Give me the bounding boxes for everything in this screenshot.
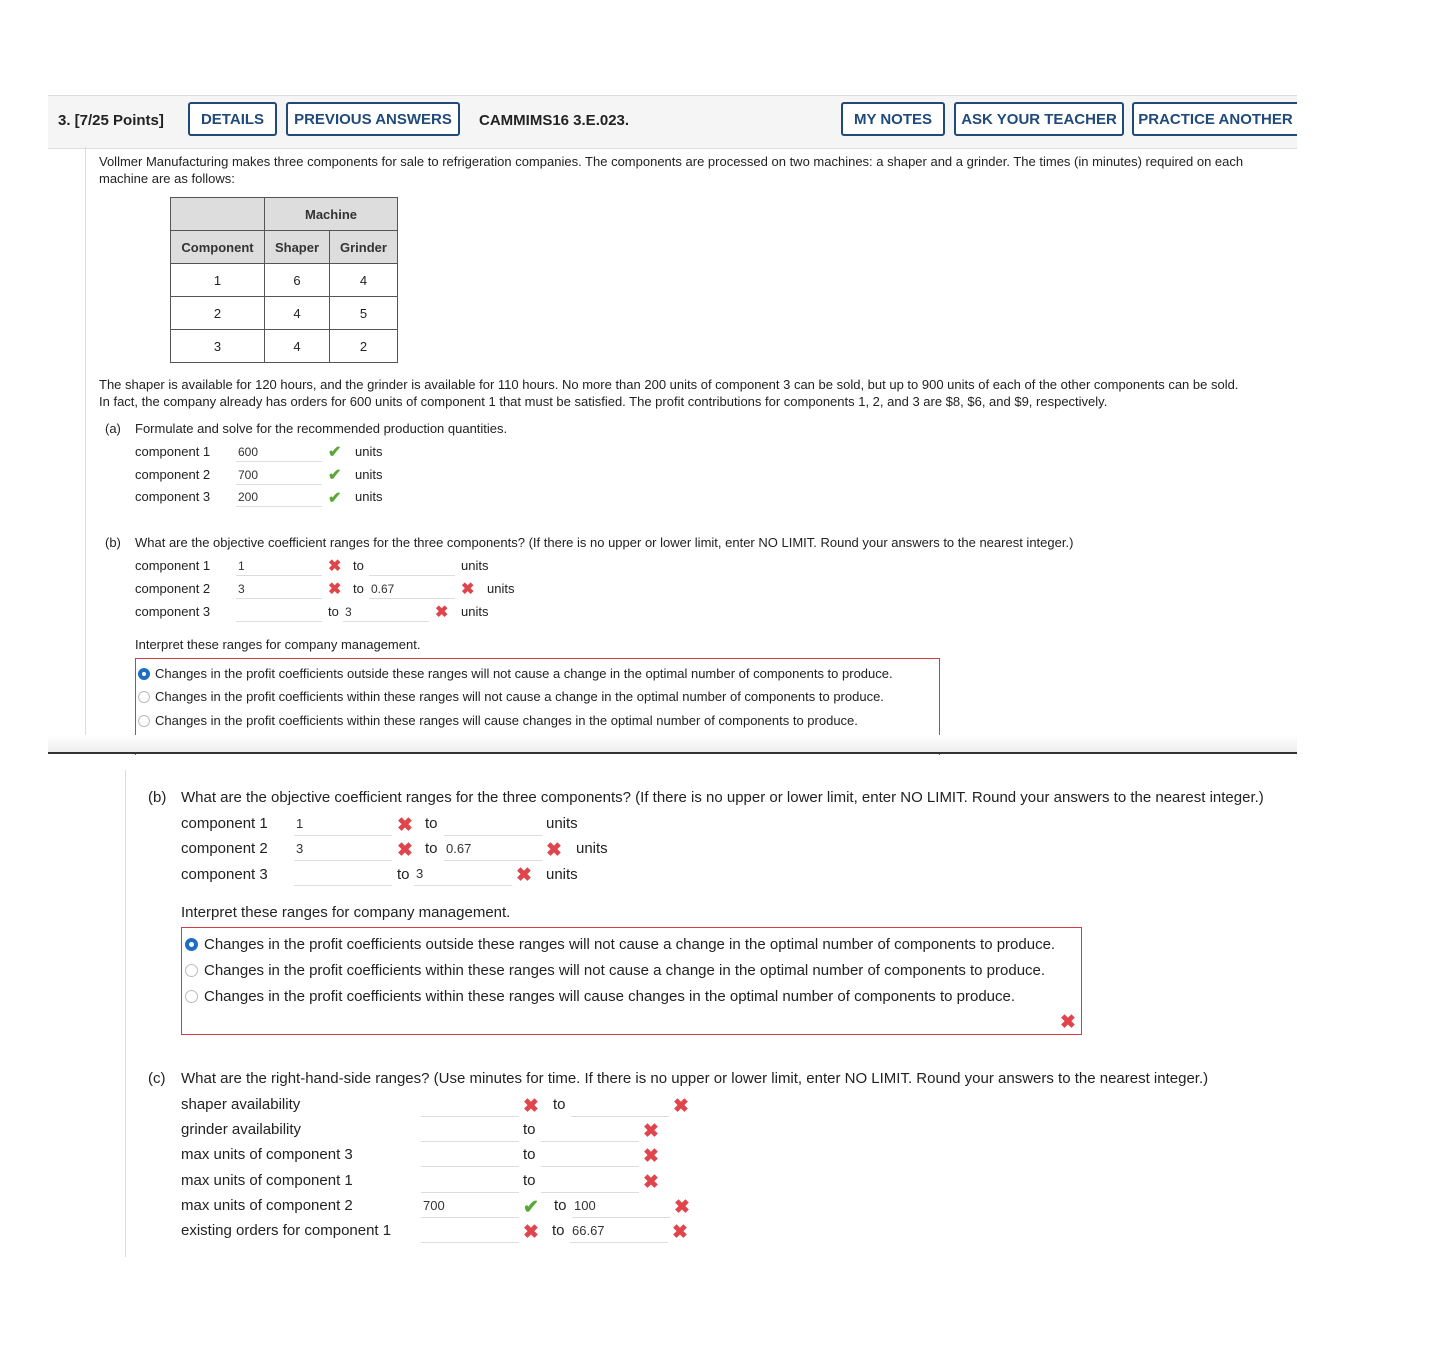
part-a-label-component-1: component 1 xyxy=(135,444,211,459)
part-b-component-2-upper-input-large[interactable] xyxy=(444,837,542,861)
part-c-label-existing-orders: existing orders for component 1 xyxy=(181,1222,392,1239)
part-b-letter: (b) xyxy=(105,535,121,550)
to-label: to xyxy=(425,840,438,857)
x-icon: ✖ xyxy=(643,1121,659,1142)
option-3-label-large: Changes in the profit coefficients within these ranges will cause changes in the optimal number of components to produce. xyxy=(204,988,1016,1005)
part-c-label-grinder: grinder availability xyxy=(181,1121,302,1138)
question-points-label: 3. [7/25 Points] xyxy=(58,112,164,129)
table-row: 3 4 2 xyxy=(171,330,398,363)
part-b-label-component-2: component 2 xyxy=(135,581,211,596)
part-b-component-1-upper-input[interactable] xyxy=(369,556,455,576)
part-b-label-component-2-large: component 2 xyxy=(181,840,268,857)
table-corner-cell xyxy=(171,198,265,231)
ask-your-teacher-button[interactable]: ASK YOUR TEACHER xyxy=(954,102,1124,136)
table-row: 1 6 4 xyxy=(171,264,398,297)
part-a-label-component-3: component 3 xyxy=(135,489,211,504)
part-b-component-1-upper-input-large[interactable] xyxy=(444,812,542,836)
grinder-lower-input[interactable] xyxy=(421,1118,519,1142)
unit-label: units xyxy=(461,604,489,619)
interpret-label: Interpret these ranges for company management. xyxy=(135,637,421,652)
part-b-label-component-3: component 3 xyxy=(135,604,211,619)
part-b-label-component-3-large: component 3 xyxy=(181,866,268,883)
practice-another-button[interactable]: PRACTICE ANOTHER xyxy=(1132,102,1297,136)
option-1-label: Changes in the profit coefficients outside these ranges will not cause a change in the optimal number of components to produce. xyxy=(155,666,893,681)
to-label: to xyxy=(397,866,410,883)
shaper-upper-input[interactable] xyxy=(571,1093,669,1117)
max-component-2-lower-input[interactable] xyxy=(421,1194,519,1218)
x-icon: ✖ xyxy=(523,1222,539,1243)
part-a-component-1-input[interactable] xyxy=(236,442,322,462)
intro-text: Vollmer Manufacturing makes three components for sale to refrigeration companies. The components are processed on two machines: a shaper and a grinder. The times (in minutes) required on each machine are as follows: xyxy=(99,154,1244,186)
option-2-label-large: Changes in the profit coefficients within these ranges will not cause a change in the optimal number of components to produce. xyxy=(204,962,1046,979)
to-label: to xyxy=(353,581,364,596)
x-icon: ✖ xyxy=(673,1096,689,1117)
x-icon: ✖ xyxy=(643,1146,659,1167)
check-icon: ✔ xyxy=(523,1197,539,1218)
check-icon: ✔ xyxy=(328,467,342,484)
part-a-component-2-input[interactable] xyxy=(236,465,322,485)
unit-label: units xyxy=(546,815,578,832)
max-component-3-lower-input[interactable] xyxy=(421,1143,519,1167)
max-component-3-upper-input[interactable] xyxy=(541,1143,639,1167)
previous-answers-button[interactable]: PREVIOUS ANSWERS xyxy=(286,102,460,136)
x-icon: ✖ xyxy=(461,581,475,598)
grinder-upper-input[interactable] xyxy=(541,1118,639,1142)
x-icon: ✖ xyxy=(672,1222,688,1243)
shaper-column-header: Shaper xyxy=(265,231,330,264)
x-icon: ✖ xyxy=(1060,1012,1076,1033)
part-b-component-3-upper-input[interactable] xyxy=(343,602,429,622)
max-component-1-upper-input[interactable] xyxy=(541,1169,639,1193)
option-1-label-large: Changes in the profit coefficients outside these ranges will not cause a change in the optimal number of components to produce. xyxy=(204,936,1056,953)
x-icon: ✖ xyxy=(328,581,342,598)
existing-orders-upper-input[interactable] xyxy=(570,1219,668,1243)
content-left-rule xyxy=(85,147,86,753)
part-b-component-3-lower-input[interactable] xyxy=(236,602,322,622)
interpret-label-large: Interpret these ranges for company management. xyxy=(181,904,511,921)
part-b-component-1-lower-input[interactable] xyxy=(236,556,322,576)
max-component-1-lower-input[interactable] xyxy=(421,1169,519,1193)
to-label: to xyxy=(328,604,339,619)
question-id: CAMMIMS16 3.E.023. xyxy=(479,112,630,129)
radio-option-1-large[interactable] xyxy=(185,938,198,951)
to-label: to xyxy=(523,1121,536,1138)
part-b-component-1-lower-input-large[interactable] xyxy=(294,812,392,836)
screenshot-divider xyxy=(48,752,1297,754)
part-b-component-2-lower-input-large[interactable] xyxy=(294,837,392,861)
part-c-label-max-component-3: max units of component 3 xyxy=(181,1146,353,1163)
question-header-bar xyxy=(48,95,1297,149)
details-button[interactable]: DETAILS xyxy=(188,102,277,136)
unit-label: units xyxy=(546,866,578,883)
screenshot-fade xyxy=(48,735,1297,752)
part-a-prompt: Formulate and solve for the recommended production quantities. xyxy=(135,421,508,436)
radio-option-2[interactable] xyxy=(138,691,150,703)
part-a-letter: (a) xyxy=(105,421,121,436)
part-b-prompt-large: What are the objective coefficient ranges for the three components? (If there is no upper or lower limit, enter NO LIMIT. Round your answers to the nearest integer.) xyxy=(181,789,1264,806)
x-icon: ✖ xyxy=(516,865,532,886)
to-label: to xyxy=(425,815,438,832)
unit-label: units xyxy=(355,444,383,459)
check-icon: ✔ xyxy=(328,490,342,507)
part-c-prompt: What are the right-hand-side ranges? (Use minutes for time. If there is no upper or lower limit, enter NO LIMIT. Round your answers to the nearest integer.) xyxy=(181,1070,1209,1087)
unit-label: units xyxy=(355,489,383,504)
table-row: 2 4 5 xyxy=(171,297,398,330)
existing-orders-lower-input[interactable] xyxy=(421,1219,519,1243)
to-label: to xyxy=(552,1222,565,1239)
part-b-component-3-lower-input-large[interactable] xyxy=(294,862,392,886)
to-label: to xyxy=(554,1197,567,1214)
to-label: to xyxy=(553,1096,566,1113)
unit-label: units xyxy=(461,558,489,573)
part-b-component-2-lower-input[interactable] xyxy=(236,579,322,599)
unit-label: units xyxy=(576,840,608,857)
radio-option-3-large[interactable] xyxy=(185,990,198,1003)
option-2-label: Changes in the profit coefficients within these ranges will not cause a change in the optimal number of components to produce. xyxy=(155,689,884,704)
x-icon: ✖ xyxy=(435,604,449,621)
x-icon: ✖ xyxy=(397,840,413,861)
unit-label: units xyxy=(487,581,515,596)
to-label: to xyxy=(523,1172,536,1189)
unit-label: units xyxy=(355,467,383,482)
to-label: to xyxy=(353,558,364,573)
radio-option-1[interactable] xyxy=(138,668,150,680)
machine-group-header: Machine xyxy=(265,198,398,231)
part-a-label-component-2: component 2 xyxy=(135,467,211,482)
component-column-header: Component xyxy=(171,231,265,264)
max-component-2-upper-input[interactable] xyxy=(572,1194,670,1218)
part-c-label-shaper: shaper availability xyxy=(181,1096,301,1113)
problem-text: The shaper is available for 120 hours, and the grinder is available for 110 hours. No more than 200 units of component 3 can be sold, but up to 900 units of each of the other components can be sold. In fact, the company already has orders for 600 units of component 1 that must be satisfied. The profit contributions for components 1, 2, and 3 are $8, $6, and $9, respectively. xyxy=(99,377,1239,409)
x-icon: ✖ xyxy=(328,558,342,575)
grinder-column-header: Grinder xyxy=(330,231,398,264)
option-3-label: Changes in the profit coefficients within these ranges will cause changes in the optimal number of components to produce. xyxy=(155,713,858,728)
x-icon: ✖ xyxy=(643,1172,659,1193)
part-b-prompt: What are the objective coefficient ranges for the three components? (If there is no upper or lower limit, enter NO LIMIT. Round your answers to the nearest integer.) xyxy=(135,535,1074,550)
content-left-rule xyxy=(125,770,126,1257)
my-notes-button[interactable]: MY NOTES xyxy=(841,102,945,136)
part-c-label-max-component-1: max units of component 1 xyxy=(181,1172,353,1189)
part-b-component-2-upper-input[interactable] xyxy=(369,579,455,599)
part-b-label-component-1-large: component 1 xyxy=(181,815,268,832)
part-c-label-max-component-2: max units of component 2 xyxy=(181,1197,353,1214)
part-b-component-3-upper-input-large[interactable] xyxy=(414,862,512,886)
x-icon: ✖ xyxy=(397,815,413,836)
x-icon: ✖ xyxy=(523,1096,539,1117)
part-b-letter-large: (b) xyxy=(148,789,167,806)
x-icon: ✖ xyxy=(546,840,562,861)
check-icon: ✔ xyxy=(328,444,342,461)
part-c-letter: (c) xyxy=(148,1070,166,1087)
x-icon: ✖ xyxy=(674,1197,690,1218)
shaper-lower-input[interactable] xyxy=(421,1093,519,1117)
to-label: to xyxy=(523,1146,536,1163)
radio-option-2-large[interactable] xyxy=(185,964,198,977)
radio-option-3[interactable] xyxy=(138,715,150,727)
machine-times-table xyxy=(170,197,398,363)
part-a-component-3-input[interactable] xyxy=(236,487,322,507)
part-b-label-component-1: component 1 xyxy=(135,558,211,573)
